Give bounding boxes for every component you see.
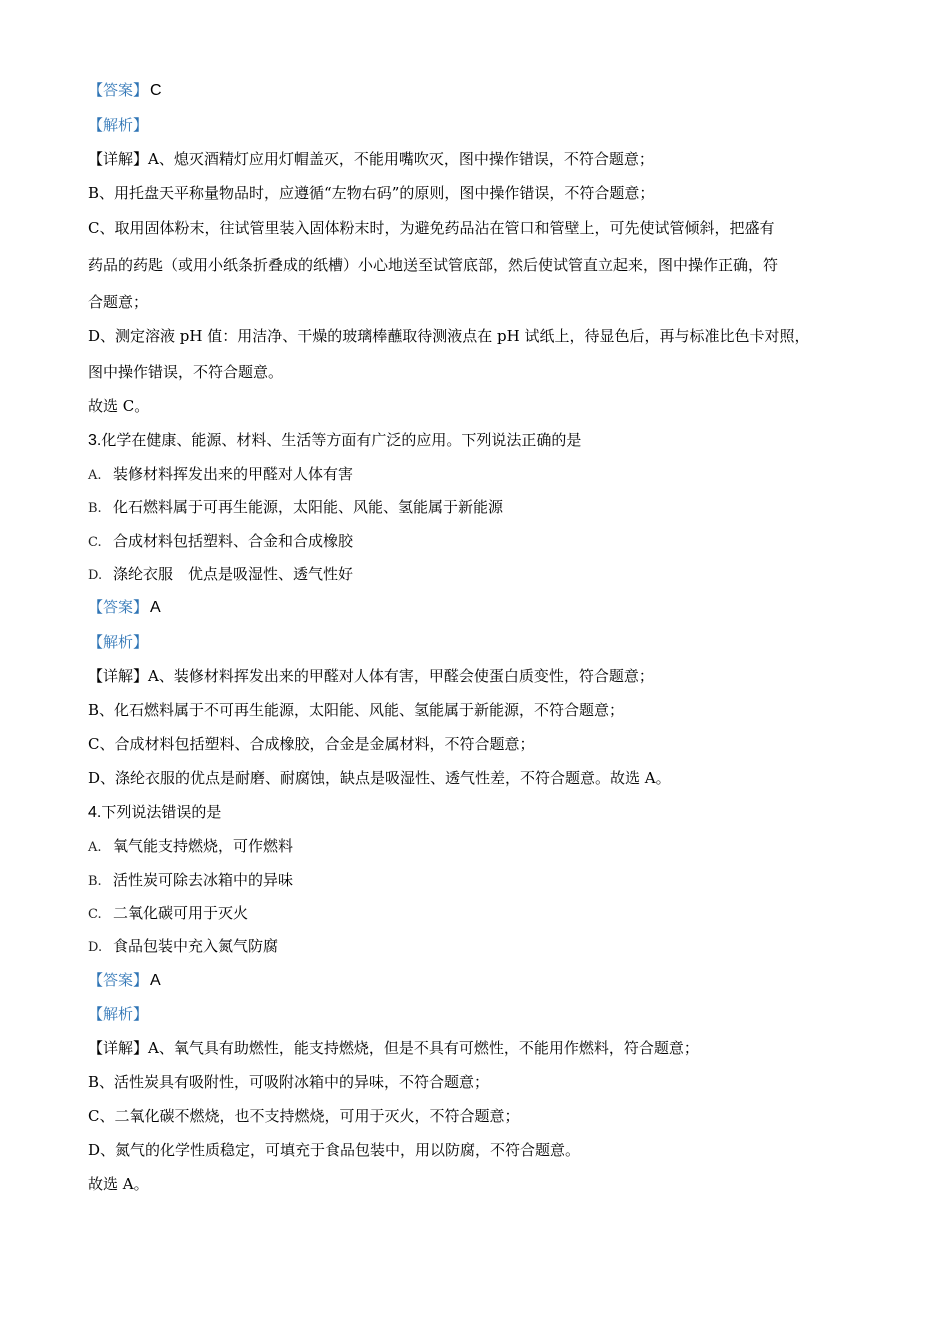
q4-stem: 4.下列说法错误的是 — [88, 803, 222, 821]
q3-option-c: C. 合成材料包括塑料、合金和合成橡胶 — [88, 532, 354, 550]
q3-stem: 3.化学在健康、能源、材料、生活等方面有广泛的应用。下列说法正确的是 — [88, 431, 582, 449]
q4-option-b: B. 活性炭可除去冰箱中的异味 — [88, 871, 294, 889]
q2-detail-line: 药品的药匙（或用小纸条折叠成的纸槽）小心地送至试管底部，然后使试管直立起来，图中操作正确，符 — [88, 256, 779, 274]
q4-number: 4. — [88, 804, 102, 821]
q4-analysis-label: 【解析】 — [88, 1005, 149, 1023]
detail-label: 【详解】 — [88, 150, 149, 168]
detail-label: 【详解】 — [88, 667, 149, 685]
answer-label: 【答案】 — [88, 971, 149, 989]
q4-option-d: D. 食品包装中充入氮气防腐 — [88, 937, 279, 955]
q3-detail-line: C、合成材料包括塑料、合成橡胶，合金是金属材料，不符合题意； — [88, 735, 535, 753]
q2-detail-line: 合题意； — [88, 293, 149, 311]
q2-detail-line: D、测定溶液 pH 值：用洁净、干燥的玻璃棒蘸取待测液点在 pH 试纸上，待显色后，再与标准比色卡对照， — [88, 327, 810, 345]
q4-detail-line: D、氮气的化学性质稳定，可填充于食品包装中，用以防腐，不符合题意。 — [88, 1141, 581, 1159]
q2-detail-line: 图中操作错误，不符合题意。 — [88, 363, 284, 381]
q4-answer-value: A — [150, 972, 161, 989]
q3-detail-line: 【详解】A、装修材料挥发出来的甲醛对人体有害，甲醛会使蛋白质变性，符合题意； — [88, 667, 654, 685]
q4-answer-line — [88, 970, 890, 991]
q2-detail-line: C、取用固体粉末，往试管里装入固体粉末时，为避免药品沾在管口和管壁上，可先使试管倾斜，把盛有 — [88, 219, 775, 237]
q4-detail-line: 【详解】A、氧气具有助燃性，能支持燃烧，但是不具有可燃性，不能用作燃料，符合题意； — [88, 1039, 699, 1057]
q4-detail-line: C、二氧化碳不燃烧，也不支持燃烧，可用于灭火，不符合题意； — [88, 1107, 520, 1125]
q2-detail-line: B、用托盘天平称量物品时，应遵循“左物右码”的原则，图中操作错误，不符合题意； — [88, 184, 655, 202]
q4-option-c: C. 二氧化碳可用于灭火 — [88, 904, 249, 922]
q3-option-d: D. 涤纶衣服 优点是吸湿性、透气性好 — [88, 565, 354, 583]
detail-label: 【详解】 — [88, 1039, 149, 1057]
q4-option-a: A. 氧气能支持燃烧，可作燃料 — [88, 837, 294, 855]
q3-answer-line — [88, 597, 890, 618]
q3-detail-line: D、涤纶衣服的优点是耐磨、耐腐蚀，缺点是吸湿性、透气性差，不符合题意。故选 A。 — [88, 769, 671, 787]
q2-answer-line — [88, 80, 890, 101]
answer-label: 【答案】 — [88, 598, 149, 616]
q2-analysis-label: 【解析】 — [88, 116, 149, 134]
q3-analysis-label: 【解析】 — [88, 633, 149, 651]
q3-detail-line: B、化石燃料属于不可再生能源，太阳能、风能、氢能属于新能源，不符合题意； — [88, 701, 625, 719]
answer-label: 【答案】 — [88, 81, 149, 99]
q3-answer-value: A — [150, 599, 161, 616]
q3-option-b: B. 化石燃料属于可再生能源，太阳能、风能、氢能属于新能源 — [88, 498, 504, 516]
q4-detail-line: B、活性炭具有吸附性，可吸附冰箱中的异味，不符合题意； — [88, 1073, 490, 1091]
q2-conclusion: 故选 C。 — [88, 397, 150, 415]
q2-detail-line: 【详解】A、熄灭酒精灯应用灯帽盖灭，不能用嘴吹灭，图中操作错误，不符合题意； — [88, 150, 654, 168]
q3-option-a: A. 装修材料挥发出来的甲醛对人体有害 — [88, 465, 354, 483]
q3-number: 3. — [88, 432, 102, 449]
q4-conclusion: 故选 A。 — [88, 1175, 149, 1193]
q2-answer-value: C — [150, 82, 162, 99]
